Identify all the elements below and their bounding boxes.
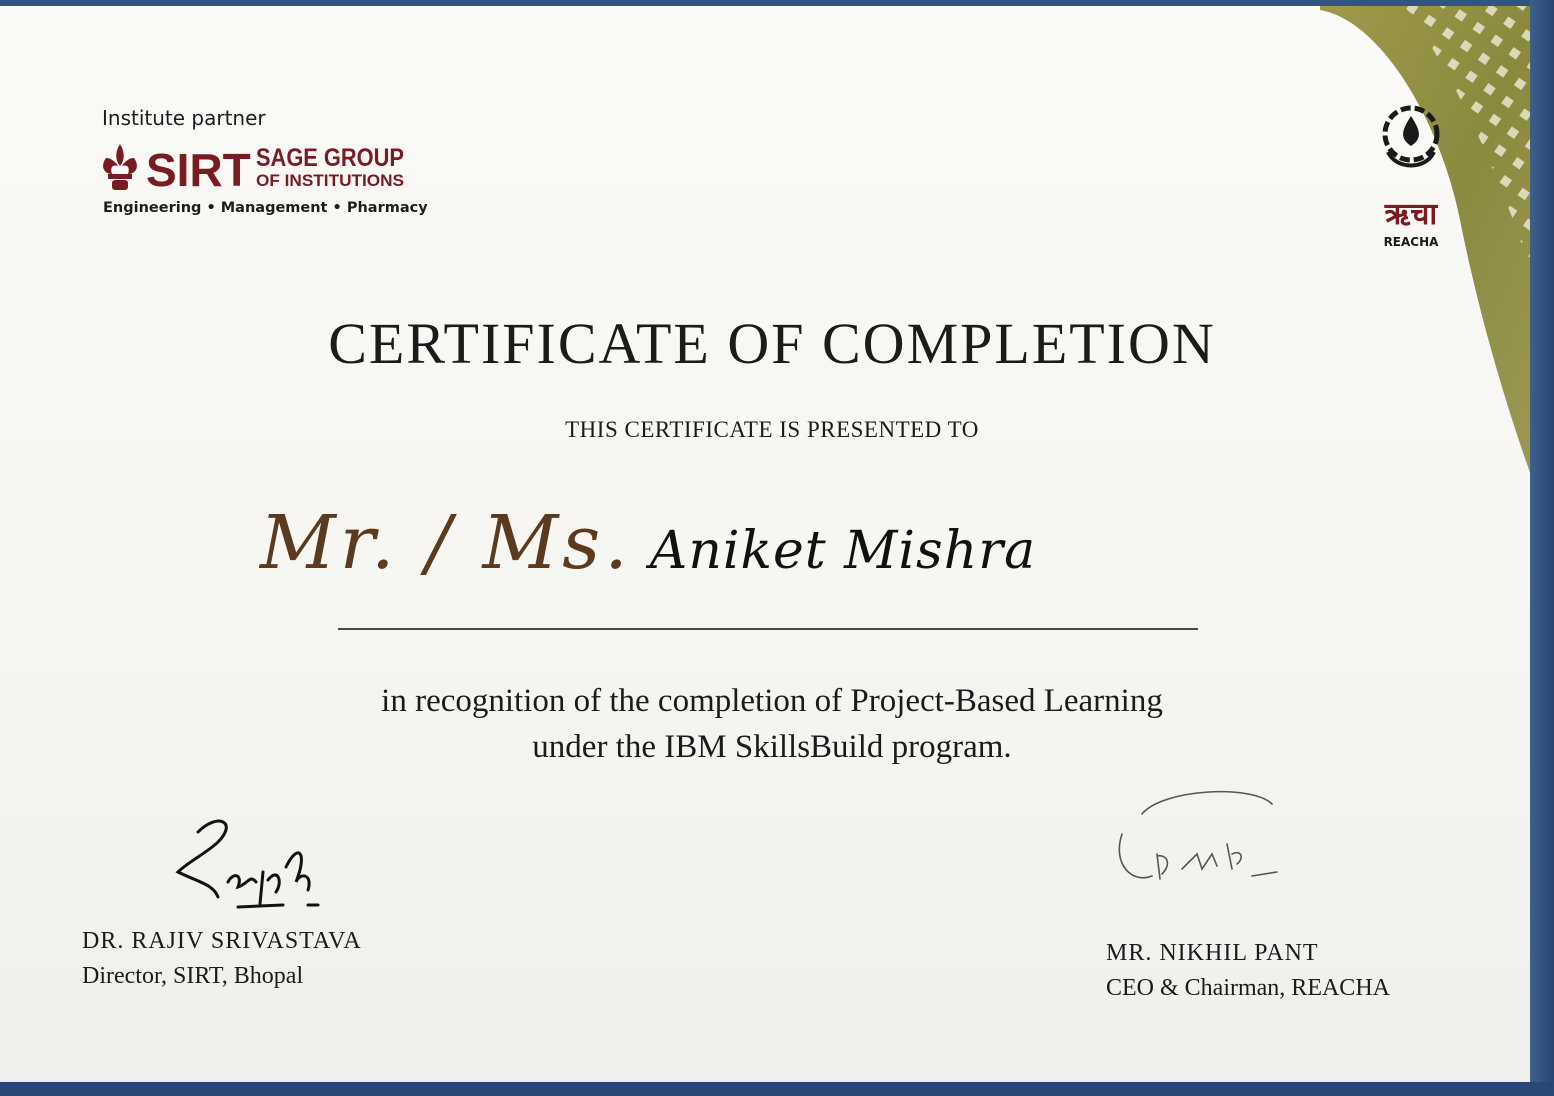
fleur-de-lis-icon [103,144,137,190]
signatory-role: Director, SIRT, Bhopal [82,963,304,989]
frame-top-edge [0,0,1554,6]
reacha-hindi-text: ऋचा [1384,197,1438,232]
sirt-wordmark: SIRT [146,144,251,196]
institute-partner-label: Institute partner [102,106,266,130]
certificate-subtitle: THIS CERTIFICATE IS PRESENTED TO [565,417,979,442]
recognition-text [0,678,1544,770]
sage-group-line1: SAGE GROUP [256,144,404,172]
signatory-role: CEO & Chairman, REACHA [1106,975,1390,1001]
sirt-logo [98,140,408,194]
name-underline [338,628,1198,630]
salutation: Mr. / Ms. [260,500,632,586]
sage-group-line2: OF INSTITUTIONS [256,171,404,190]
signatory-name: DR. RAJIV SRIVASTAVA [82,928,362,954]
recognition-line-1: in recognition of the completion of Project-Based Learning [381,683,1163,719]
frame-bottom-edge [0,1082,1554,1096]
signatory-director [82,928,362,990]
director-signature [168,812,328,922]
reacha-logo [1366,94,1456,254]
signatory-ceo [1106,940,1390,1002]
frame-right-edge [1530,0,1554,1096]
recipient-name: Aniket Mishra [649,521,1037,581]
reacha-english-text: REACHA [1383,235,1439,249]
reacha-emblem-drop [1403,116,1419,146]
ceo-signature [1102,784,1292,904]
recognition-line-2: under the IBM SkillsBuild program. [532,729,1012,765]
recipient-line [260,500,1160,586]
signatory-name: MR. NIKHIL PANT [1106,940,1319,966]
institute-disciplines: Engineering • Management • Pharmacy [103,200,428,216]
certificate-title: CERTIFICATE OF COMPLETION [328,311,1216,376]
